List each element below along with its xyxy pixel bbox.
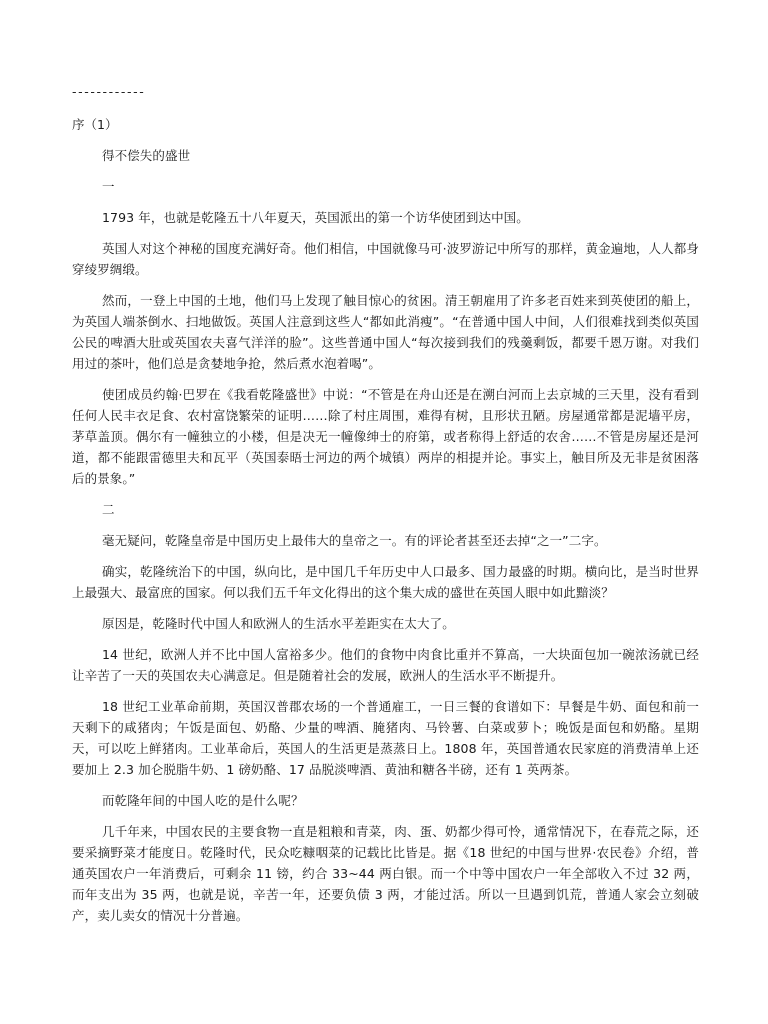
body-paragraph: 18 世纪工业革命前期，英国汉普郡农场的一个普通雇工，一日三餐的食谱如下：早餐是牛奶、面包和前一天剩下的咸猪肉；午饭是面包、奶酪、少量的啤酒、腌猪肉、马铃薯、白菜或萝卜；晚饭是面包和奶酪。星期天，可以吃上鲜猪肉。工业革命后，英国人的生活更是蒸蒸日上。1808 年，英国普通农民家庭的消费清单上还要加上 2.3 加仑脱脂牛奶、1 磅奶酪、17 品脱淡啤酒、黄油和糖各半磅，还有 1 英两茶。 [72, 699, 699, 777]
chapter-title: 得不偿失的盛世 [102, 148, 191, 163]
section-marker-2: 二 [102, 502, 115, 517]
body-paragraph: 使团成员约翰·巴罗在《我看乾隆盛世》中说：“不管是在舟山还是在溯白河而上去京城的三天里，没有看到任何人民丰衣足食、农村富饶繁荣的证明……除了村庄周围，难得有树，且形状丑陋。房屋通常都是泥墙平房，茅草盖顶。偶尔有一幢独立的小楼，但是决无一幢像绅士的府第，或者称得上舒适的农舍……不管是房屋还是河道，都不能跟雷德里夫和瓦平（英国泰晤士河边的两个城镇）两岸的相提并论。事实上，触目所及无非是贫困落后的景象。” [72, 387, 699, 486]
body-paragraph: 原因是，乾隆时代中国人和欧洲人的生活水平差距实在太大了。 [102, 616, 455, 631]
separator-line: ------------ [72, 84, 146, 99]
preface-heading: 序（1） [72, 117, 118, 132]
body-paragraph: 几千年来，中国农民的主要食物一直是粗粮和青菜，肉、蛋、奶都少得可怜，通常情况下，在春荒之际，还要采摘野菜才能度日。乾隆时代，民众吃糠咽菜的记载比比皆是。据《18 世纪的中国与世界·农民卷》介绍，普通英国农户一年消费后，可剩余 11 镑，约合 33~44 两白银。而一个中等中国农户一年全部收入不过 32 两，而年支出为 35 两，也就是说，辛苦一年，还要负债 3 两，才能过活。所以一旦遇到饥荒，普通人家会立刻破产，卖儿卖女的情况十分普遍。 [72, 824, 699, 923]
body-paragraph: 英国人对这个神秘的国度充满好奇。他们相信，中国就像马可·波罗游记中所写的那样，黄金遍地，人人都身穿绫罗绸缎。 [72, 241, 699, 277]
section-marker-1: 一 [102, 179, 115, 194]
body-paragraph: 14 世纪，欧洲人并不比中国人富裕多少。他们的食物中肉食比重并不算高，一大块面包加一碗浓汤就已经让辛苦了一天的英国农夫心满意足。但是随着社会的发展，欧洲人的生活水平不断提升。 [72, 647, 699, 683]
body-paragraph: 毫无疑问，乾隆皇帝是中国历史上最伟大的皇帝之一。有的评论者甚至还去掉“之一”二字。 [102, 533, 607, 548]
body-paragraph: 而乾隆年间的中国人吃的是什么呢？ [102, 793, 304, 808]
body-paragraph: 然而，一登上中国的土地，他们马上发现了触目惊心的贫困。清王朝雇用了许多老百姓来到英使团的船上，为英国人端茶倒水、扫地做饭。英国人注意到这些人“都如此消瘦”。“在普通中国人中间，人们很难找到类似英国公民的啤酒大肚或英国农夫喜气洋洋的脸”。这些普通中国人“每次接到我们的残羹剩饭，都要千恩万谢。对我们用过的茶叶，他们总是贪婪地争抢，然后煮水泡着喝”。 [72, 293, 699, 371]
body-paragraph: 确实，乾隆统治下的中国，纵向比，是中国几千年历史中人口最多、国力最盛的时期。横向比，是当时世界上最强大、最富庶的国家。何以我们五千年文化得出的这个集大成的盛世在英国人眼中如此黯淡？ [72, 564, 699, 600]
body-paragraph: 1793 年，也就是乾隆五十八年夏天，英国派出的第一个访华使团到达中国。 [102, 210, 529, 225]
